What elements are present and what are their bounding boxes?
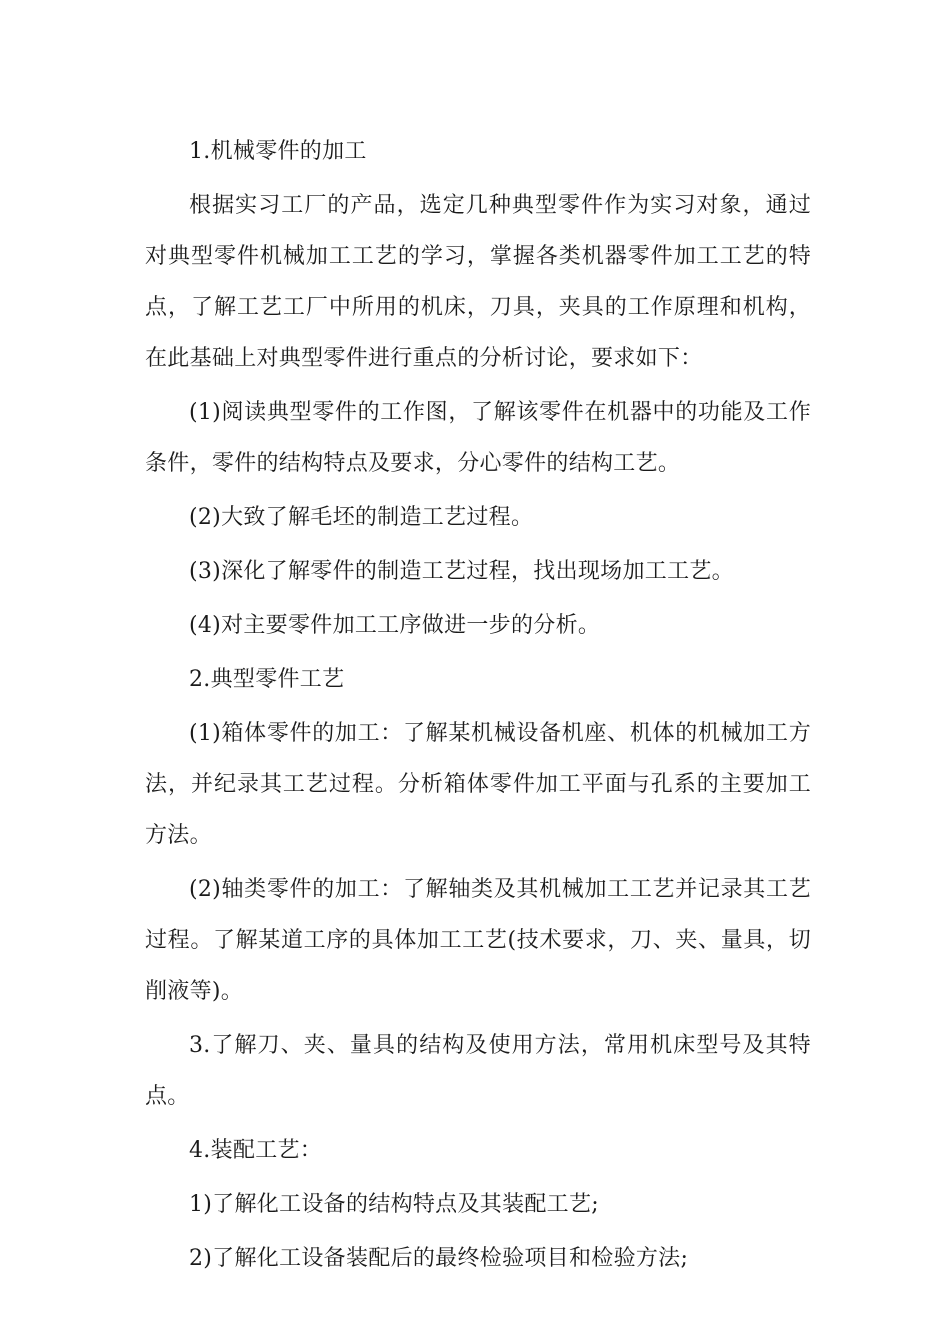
requirement-2: (2)大致了解毛坯的制造工艺过程。: [189, 505, 534, 530]
tools-paragraph: 3.了解刀、夹、量具的结构及使用方法，常用机床型号及其特点。: [145, 1033, 811, 1109]
assembly-item-2: 2)了解化工设备装配后的最终检验项目和检验方法;: [189, 1246, 689, 1271]
shaft-parts-paragraph: (2)轴类零件的加工：了解轴类及其机械加工工艺并记录其工艺过程。了解某道工序的具体加工工艺(技术要求，刀、夹、量具，切削液等)。: [145, 877, 811, 1004]
heading-machining: 1.机械零件的加工: [189, 139, 367, 164]
intro-paragraph: 根据实习工厂的产品，选定几种典型零件作为实习对象，通过对典型零件机械加工工艺的学习，掌握各类机器零件加工工艺的特点，了解工艺工厂中所用的机床，刀具，夹具的工作原理和机构，在此基础上对典型零件进行重点的分析讨论，要求如下：: [145, 193, 811, 371]
requirement-1: (1)阅读典型零件的工作图，了解该零件在机器中的功能及工作条件，零件的结构特点及要求，分心零件的结构工艺。: [145, 400, 811, 476]
assembly-item-1: 1)了解化工设备的结构特点及其装配工艺;: [189, 1192, 599, 1217]
heading-assembly: 4.装配工艺：: [189, 1138, 323, 1163]
document-body: [145, 126, 811, 1284]
heading-typical-parts: 2.典型零件工艺: [189, 667, 345, 692]
requirement-3: (3)深化了解零件的制造工艺过程，找出现场加工工艺。: [189, 559, 734, 584]
requirement-4: (4)对主要零件加工工序做进一步的分析。: [189, 613, 601, 638]
box-parts-paragraph: (1)箱体零件的加工：了解某机械设备机座、机体的机械加工方法，并纪录其工艺过程。分析箱体零件加工平面与孔系的主要加工方法。: [145, 721, 811, 848]
